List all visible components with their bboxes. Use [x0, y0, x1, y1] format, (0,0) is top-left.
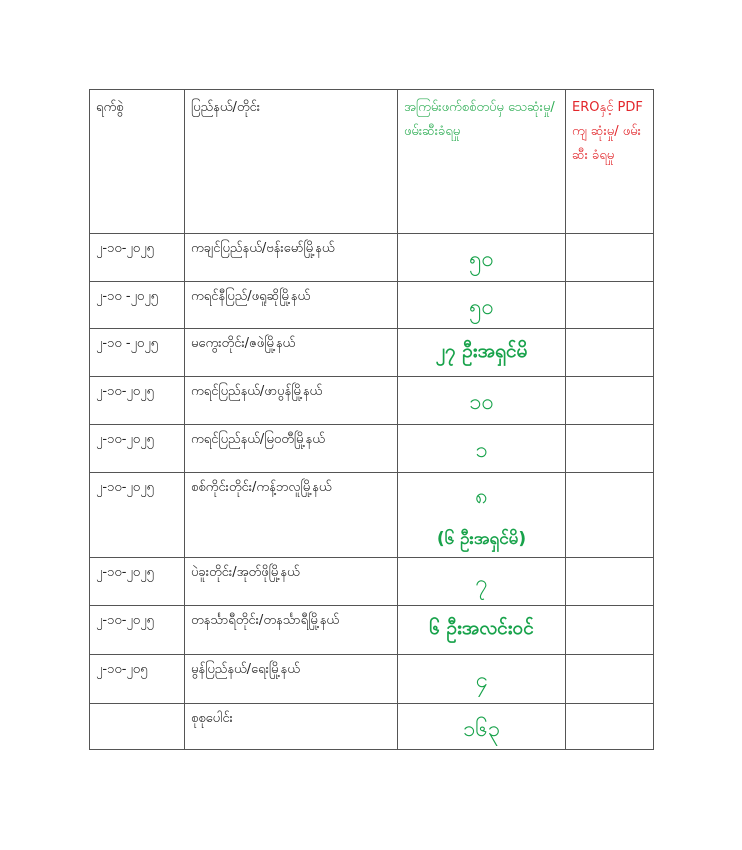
row-ero — [566, 655, 653, 659]
row-count: ၂၇ ဦးအရှင်မိ — [435, 340, 528, 362]
row-location: စစ်ကိုင်းတိုင်း/ကန့်ဘလူမြို့နယ် — [191, 480, 332, 495]
row-ero — [566, 473, 653, 477]
row-location: ကရင်ပြည်နယ်/ဖာပွန်မြို့နယ် — [191, 384, 323, 399]
row-ero — [566, 606, 653, 610]
table-row — [90, 282, 654, 329]
row-location: မကွေးတိုင်း/ဇဖဲမြို့နယ် — [191, 336, 296, 351]
row-location: ကချင်ပြည်နယ်/ဗန်းမော်မြို့နယ် — [191, 241, 335, 256]
row-ero — [566, 329, 653, 333]
row-location: ပဲခူးတိုင်း/အုတ်ဖိုမြို့နယ် — [191, 565, 300, 580]
total-row — [90, 704, 654, 750]
row-count: ၈ — [475, 484, 488, 509]
header-count-verified: အကြမ်းဖက်စစ်တပ်မှ သေဆုံးမှု/ ဖမ်းဆီးခံရမှု — [404, 100, 555, 139]
header-ero-cell — [566, 90, 654, 234]
row-count: ၅၀ — [469, 247, 494, 272]
table-row — [90, 655, 654, 704]
row-date: ၂-၁၀-၂၀၂၅ — [96, 565, 154, 580]
row-location: တနင်္သာရီတိုင်း/တနင်္သာရီမြို့နယ် — [191, 613, 340, 628]
row-count: ၇ — [475, 571, 488, 596]
row-location: မွန်ပြည်နယ်/ရေးမြို့နယ် — [191, 662, 300, 677]
table-row — [90, 558, 654, 606]
row-date: ၂-၁၀-၂၀၂၅ — [96, 241, 154, 256]
row-ero — [566, 234, 653, 238]
row-date: ၂-၁၀-၂၀၅ — [96, 662, 148, 677]
total-label: စုစုပေါင်း — [191, 711, 233, 726]
row-ero — [566, 558, 653, 562]
total-date — [90, 704, 184, 708]
casualty-report-table — [89, 89, 654, 750]
row-count-sub: (၆ ဦးအရှင်မိ) — [436, 529, 527, 549]
row-date: ၂-၁၀-၂၀၂၅ — [96, 480, 154, 495]
table-row — [90, 606, 654, 655]
total-ero — [566, 704, 653, 708]
row-ero — [566, 282, 653, 286]
row-date: ၂-၁၀-၂၀၂၅ — [96, 384, 154, 399]
table-row — [90, 329, 654, 377]
table-row — [90, 377, 654, 425]
row-count-block — [398, 473, 565, 553]
row-ero — [566, 377, 653, 381]
row-count: ၄ — [475, 668, 488, 693]
header-location-cell — [185, 90, 398, 234]
table-header-row — [90, 90, 654, 234]
header-date: ရက်စွဲ — [96, 100, 124, 115]
row-count: ၆ ဦးအလင်းဝင် — [429, 617, 534, 639]
total-count: ၁၆၃ — [462, 717, 501, 742]
row-count: ၅၀ — [469, 295, 494, 320]
row-date: ၂-၁၀-၂၀၂၅ — [96, 432, 154, 447]
row-count: ၁ — [475, 438, 488, 463]
header-count-cell — [398, 90, 566, 234]
header-location: ပြည်နယ်/တိုင်း — [191, 100, 261, 115]
row-date: ၂-၁၀ -၂၀၂၅ — [96, 289, 158, 304]
row-date: ၂-၁၀-၂၀၂၅ — [96, 613, 154, 628]
table-row — [90, 425, 654, 473]
row-count: ၁၀ — [469, 390, 494, 415]
row-date: ၂-၁၀ -၂၀၂၅ — [96, 336, 158, 351]
header-date-cell — [90, 90, 185, 234]
header-count-ero: EROနှင့် PDF ကျ ဆုံးမှု/ ဖမ်းဆီး ခံရမှု — [572, 100, 643, 163]
row-location: ကရင်နီပြည်/ဖရူဆိုမြို့နယ် — [191, 289, 311, 304]
table-row — [90, 234, 654, 282]
row-location: ကရင်ပြည်နယ်/မြဝတီမြို့နယ် — [191, 432, 325, 447]
row-ero — [566, 425, 653, 429]
table-row — [90, 473, 654, 558]
